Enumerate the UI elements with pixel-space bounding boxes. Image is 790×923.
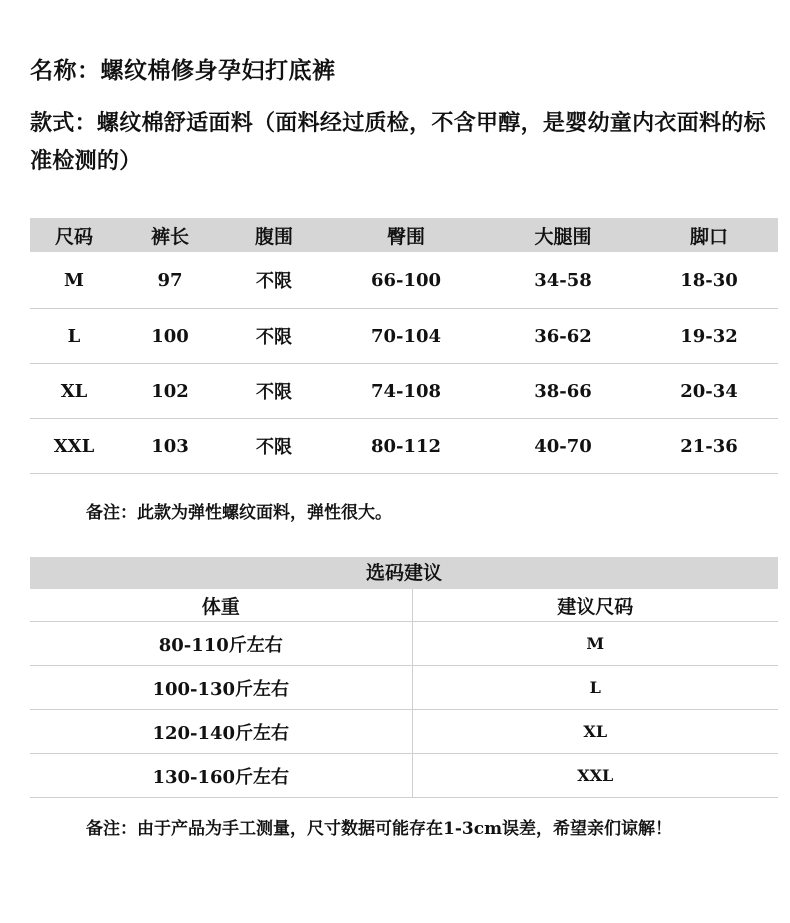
cell-waist: 不限 (222, 309, 326, 364)
cell-suggested-size: L (412, 666, 778, 710)
recommendation-header (30, 589, 778, 622)
size-table (30, 218, 778, 474)
cell-hip: 66-100 (326, 252, 486, 309)
cell-cuff: 19-32 (640, 309, 778, 364)
cell-weight: 130-160斤左右 (30, 754, 412, 798)
header-thigh: 大腿围 (486, 218, 640, 252)
measurement-note: 备注：由于产品为手工测量，尺寸数据可能存在1-3cm误差，希望亲们谅解！ (86, 819, 673, 839)
cell-waist: 不限 (222, 252, 326, 309)
elasticity-note: 备注：此款为弹性螺纹面料，弹性很大。 (86, 503, 392, 523)
cell-waist: 不限 (222, 419, 326, 474)
cell-weight: 100-130斤左右 (30, 666, 412, 710)
cell-suggested-size: XXL (412, 754, 778, 798)
cell-suggested-size: XL (412, 710, 778, 754)
cell-waist: 不限 (222, 364, 326, 419)
cell-size: XL (30, 364, 118, 419)
table-row (30, 622, 778, 666)
cell-thigh: 38-66 (486, 364, 640, 419)
cell-size: M (30, 252, 118, 309)
header-cuff: 脚口 (640, 218, 778, 252)
table-row (30, 710, 778, 754)
cell-cuff: 20-34 (640, 364, 778, 419)
table-row (30, 309, 778, 364)
header-weight: 体重 (30, 589, 412, 622)
cell-hip: 80-112 (326, 419, 486, 474)
table-row (30, 754, 778, 798)
cell-length: 102 (118, 364, 222, 419)
table-row (30, 666, 778, 710)
cell-length: 103 (118, 419, 222, 474)
cell-cuff: 18-30 (640, 252, 778, 309)
cell-size: XXL (30, 419, 118, 474)
cell-length: 97 (118, 252, 222, 309)
size-table-header (30, 218, 778, 252)
cell-cuff: 21-36 (640, 419, 778, 474)
cell-thigh: 36-62 (486, 309, 640, 364)
table-row (30, 419, 778, 474)
recommendation-title: 选码建议 (30, 557, 778, 589)
cell-thigh: 34-58 (486, 252, 640, 309)
table-row (30, 252, 778, 309)
cell-weight: 120-140斤左右 (30, 710, 412, 754)
header-suggested-size: 建议尺码 (412, 589, 778, 622)
cell-length: 100 (118, 309, 222, 364)
cell-suggested-size: M (412, 622, 778, 666)
cell-hip: 70-104 (326, 309, 486, 364)
style-description: 款式：螺纹棉舒适面料（面料经过质检，不含甲醇，是婴幼童内衣面料的标准检测的） (30, 110, 766, 174)
cell-thigh: 40-70 (486, 419, 640, 474)
header-waist: 腹围 (222, 218, 326, 252)
recommendation-table (30, 589, 778, 798)
product-title: 名称：螺纹棉修身孕妇打底裤 (30, 58, 336, 84)
header-hip: 臀围 (326, 218, 486, 252)
table-row (30, 364, 778, 419)
cell-weight: 80-110斤左右 (30, 622, 412, 666)
header-length: 裤长 (118, 218, 222, 252)
size-recommendation (30, 557, 778, 798)
cell-hip: 74-108 (326, 364, 486, 419)
header-size: 尺码 (30, 218, 118, 252)
cell-size: L (30, 309, 118, 364)
